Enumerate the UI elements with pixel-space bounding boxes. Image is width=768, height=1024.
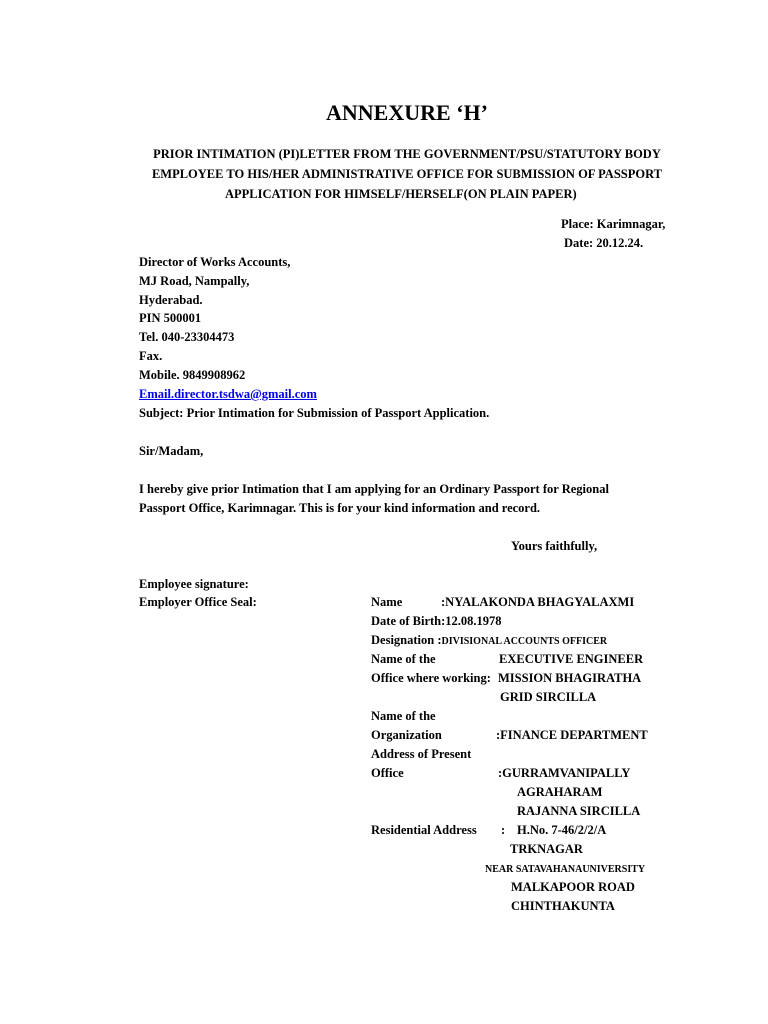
heading-line-2: EMPLOYEE TO HIS/HER ADMINISTRATIVE OFFICE FOR SUBMISSION OF PASSPORT <box>151 167 663 181</box>
subject-line: Subject: Prior Intimation for Submission of Passport Application. <box>139 406 490 420</box>
residential-address-colon: : <box>501 823 506 837</box>
email-link[interactable]: Email.director.tsdwa@gmail.com <box>139 387 317 401</box>
address-line-1: Director of Works Accounts, <box>139 255 291 269</box>
office-value-3: GRID SIRCILLA <box>500 690 597 704</box>
present-address-value-2: AGRAHARAM <box>517 785 603 799</box>
office-value-2: MISSION BHAGIRATHA <box>498 671 642 685</box>
body-line-1: I hereby give prior Intimation that I am applying for an Ordinary Passport for Regional <box>139 482 609 496</box>
present-address-label-1: Address of Present <box>371 747 472 761</box>
residential-address-value-3: NEAR SATAVAHANAUNIVERSITY <box>485 864 646 875</box>
present-address-value-3: RAJANNA SIRCILLA <box>517 804 641 818</box>
residential-address-label: Residential Address <box>371 823 477 837</box>
address-line-2: MJ Road, Nampally, <box>139 274 250 288</box>
org-label-2: Organization <box>371 728 442 742</box>
residential-address-value-2: TRKNAGAR <box>510 842 583 856</box>
body-line-2: Passport Office, Karimnagar. This is for your kind information and record. <box>139 501 541 515</box>
present-address-label-2: Office <box>371 766 404 780</box>
address-line-3: Hyderabad. <box>139 293 203 307</box>
annexure-title: ANNEXURE ‘H’ <box>326 100 488 125</box>
residential-address-value-4: MALKAPOOR ROAD <box>511 880 635 894</box>
address-pin: PIN 500001 <box>139 311 202 325</box>
name-label: Name <box>371 595 403 609</box>
closing: Yours faithfully, <box>511 539 598 553</box>
address-mobile: Mobile. 9849908962 <box>139 368 246 382</box>
designation-value: DIVISIONAL ACCOUNTS OFFICER <box>441 636 608 647</box>
present-address-value-1: :GURRAMVANIPALLY <box>498 766 631 780</box>
heading-line-3: APPLICATION FOR HIMSELF/HERSELF(ON PLAIN PAPER) <box>225 187 577 201</box>
office-label-1: Name of the <box>371 652 436 666</box>
name-value: :NYALAKONDA BHAGYALAXMI <box>441 595 635 609</box>
date-of-birth: Date of Birth:12.08.1978 <box>371 614 502 628</box>
office-value-1: EXECUTIVE ENGINEER <box>499 652 644 666</box>
designation-label-text: Designation : <box>371 633 442 647</box>
designation-label <box>371 631 607 651</box>
org-value: :FINANCE DEPARTMENT <box>496 728 648 742</box>
heading-line-1: PRIOR INTIMATION (PI)LETTER FROM THE GOVERNMENT/PSU/STATUTORY BODY <box>153 147 661 161</box>
place-line: Place: Karimnagar, <box>561 217 666 231</box>
residential-address-value-5: CHINTHAKUNTA <box>511 899 615 913</box>
residential-address-value-1: H.No. 7-46/2/2/A <box>517 823 607 837</box>
address-fax: Fax. <box>139 349 163 363</box>
date-line: Date: 20.12.24. <box>564 236 644 250</box>
office-label-2: Office where working: <box>371 671 491 685</box>
employee-signature-label: Employee signature: <box>139 577 249 591</box>
salutation: Sir/Madam, <box>139 444 204 458</box>
org-label-1: Name of the <box>371 709 436 723</box>
employer-seal-label: Employer Office Seal: <box>139 595 257 609</box>
address-tel: Tel. 040-23304473 <box>139 330 235 344</box>
